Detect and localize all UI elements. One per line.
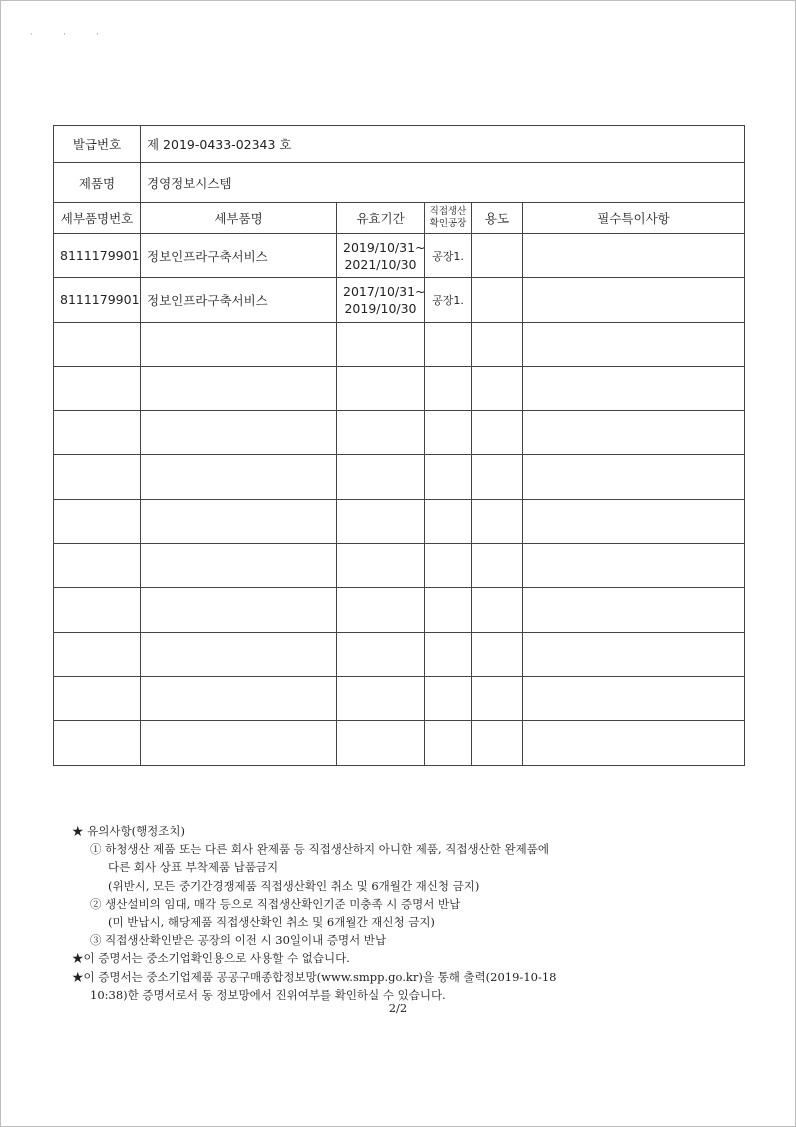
use-cell xyxy=(472,632,523,676)
use-cell xyxy=(472,366,523,410)
use-cell xyxy=(472,544,523,588)
table-row xyxy=(54,366,745,410)
factory-cell xyxy=(425,322,472,366)
product-name-label: 제품명 xyxy=(54,163,141,203)
special-notes-cell xyxy=(523,366,745,410)
validity-period-cell xyxy=(337,721,425,765)
validity-period-cell xyxy=(337,366,425,410)
validity-period-cell xyxy=(337,455,425,499)
precaution-item-2-line-1: ② 생산설비의 임대, 매각 등으로 직접생산확인기준 미충족 시 증명서 반납 xyxy=(90,896,461,911)
validity-period-cell xyxy=(337,322,425,366)
detail-name-cell xyxy=(141,588,337,632)
validity-period-cell xyxy=(337,588,425,632)
detail-name-cell xyxy=(141,721,337,765)
table-row xyxy=(54,234,745,278)
use-cell xyxy=(472,588,523,632)
column-header-row xyxy=(54,203,745,234)
table-row xyxy=(54,588,745,632)
table-row xyxy=(54,721,745,765)
validity-period-cell: 2019/10/31~ 2021/10/30 xyxy=(337,234,425,278)
factory-cell xyxy=(425,632,472,676)
validity-period-cell xyxy=(337,411,425,455)
product-name-row xyxy=(54,163,745,203)
special-notes-cell xyxy=(523,234,745,278)
detail-name-cell xyxy=(141,632,337,676)
use-cell xyxy=(472,322,523,366)
precaution-item-1-line-3: (위반시, 모든 중기간경쟁제품 직접생산확인 취소 및 6개월간 재신청 금지) xyxy=(108,878,480,893)
detail-name-cell xyxy=(141,499,337,543)
factory-cell: 공장1. xyxy=(425,234,472,278)
detail-code-cell xyxy=(54,499,141,543)
detail-code-cell: 8111179901 xyxy=(54,278,141,322)
product-name-value: 경영정보시스템 xyxy=(141,163,745,203)
validity-period-cell xyxy=(337,544,425,588)
detail-code-cell xyxy=(54,588,141,632)
special-notes-cell xyxy=(523,588,745,632)
table-body xyxy=(54,234,745,766)
detail-code-cell xyxy=(54,366,141,410)
precaution-item-3: ③ 직접생산확인받은 공장의 이전 시 30일이내 증명서 반납 xyxy=(90,933,387,948)
detail-name-cell xyxy=(141,366,337,410)
use-cell xyxy=(472,499,523,543)
table-row xyxy=(54,676,745,720)
precaution-item-1-line-1: ① 하청생산 제품 또는 다른 회사 완제품 등 직접생산하지 아니한 제품, 직접생산한 완제품에 xyxy=(90,842,549,857)
use-cell xyxy=(472,234,523,278)
detail-name-cell xyxy=(141,411,337,455)
detail-code-cell xyxy=(54,455,141,499)
issue-number-label: 발급번호 xyxy=(54,126,141,163)
special-notes-cell xyxy=(523,544,745,588)
validity-period-cell xyxy=(337,676,425,720)
notice-printed-from-smpp-line-2: 10:38)한 증명서로서 동 정보망에서 진위여부를 확인하실 수 있습니다. xyxy=(90,987,446,1002)
col-header-use: 용도 xyxy=(472,203,523,234)
detail-code-cell: 8111179901 xyxy=(54,234,141,278)
factory-cell xyxy=(425,544,472,588)
table-row xyxy=(54,632,745,676)
use-cell xyxy=(472,455,523,499)
detail-code-cell xyxy=(54,411,141,455)
detail-code-cell xyxy=(54,322,141,366)
col-header-code: 세부품명번호 xyxy=(54,203,141,234)
detail-code-cell xyxy=(54,721,141,765)
precautions-title: ★ 유의사항(행정조치) xyxy=(72,824,185,838)
col-header-period: 유효기간 xyxy=(337,203,425,234)
detail-name-cell: 정보인프라구축서비스 xyxy=(141,234,337,278)
validity-period-cell: 2017/10/31~ 2019/10/30 xyxy=(337,278,425,322)
factory-cell xyxy=(425,455,472,499)
use-cell xyxy=(472,721,523,765)
special-notes-cell xyxy=(523,676,745,720)
page-number: 2/2 xyxy=(388,1001,408,1015)
table-row xyxy=(54,278,745,322)
table-row xyxy=(54,322,745,366)
table-row xyxy=(54,411,745,455)
precautions-section xyxy=(72,822,762,1004)
table-row xyxy=(54,544,745,588)
detail-name-cell xyxy=(141,322,337,366)
detail-code-cell xyxy=(54,632,141,676)
table-row xyxy=(54,455,745,499)
factory-cell xyxy=(425,588,472,632)
certificate-table xyxy=(53,125,745,766)
special-notes-cell xyxy=(523,499,745,543)
precaution-item-1-line-2: 다른 회사 상표 부착제품 납품금지 xyxy=(108,860,279,875)
notice-not-for-sme-confirmation: ★이 증명서는 중소기업확인용으로 사용할 수 없습니다. xyxy=(72,951,350,966)
factory-cell xyxy=(425,721,472,765)
col-header-name: 세부품명 xyxy=(141,203,337,234)
factory-cell xyxy=(425,499,472,543)
use-cell xyxy=(472,411,523,455)
special-notes-cell xyxy=(523,721,745,765)
factory-cell xyxy=(425,411,472,455)
scan-speck-marks: · · · xyxy=(30,30,113,39)
notice-printed-from-smpp-line-1: ★이 증명서는 중소기업제품 공공구매종합정보망(www.smpp.go.kr)을 통해 출력(2019-10-18 xyxy=(72,969,557,984)
detail-name-cell xyxy=(141,544,337,588)
table-row xyxy=(54,499,745,543)
special-notes-cell xyxy=(523,278,745,322)
detail-name-cell xyxy=(141,455,337,499)
special-notes-cell xyxy=(523,411,745,455)
detail-name-cell: 정보인프라구축서비스 xyxy=(141,278,337,322)
issue-number-row xyxy=(54,126,745,163)
validity-period-cell xyxy=(337,632,425,676)
validity-period-cell xyxy=(337,499,425,543)
use-cell xyxy=(472,278,523,322)
precaution-item-2-line-2: (미 반납시, 해당제품 직접생산확인 취소 및 6개월간 재신청 금지) xyxy=(108,915,435,930)
use-cell xyxy=(472,676,523,720)
detail-name-cell xyxy=(141,676,337,720)
col-header-factory: 직접생산 확인공장 xyxy=(425,203,472,234)
detail-code-cell xyxy=(54,544,141,588)
detail-code-cell xyxy=(54,676,141,720)
special-notes-cell xyxy=(523,455,745,499)
factory-cell xyxy=(425,366,472,410)
special-notes-cell xyxy=(523,632,745,676)
factory-cell xyxy=(425,676,472,720)
col-header-notes: 필수특이사항 xyxy=(523,203,745,234)
issue-number-value: 제 2019-0433-02343 호 xyxy=(141,126,745,163)
special-notes-cell xyxy=(523,322,745,366)
factory-cell: 공장1. xyxy=(425,278,472,322)
